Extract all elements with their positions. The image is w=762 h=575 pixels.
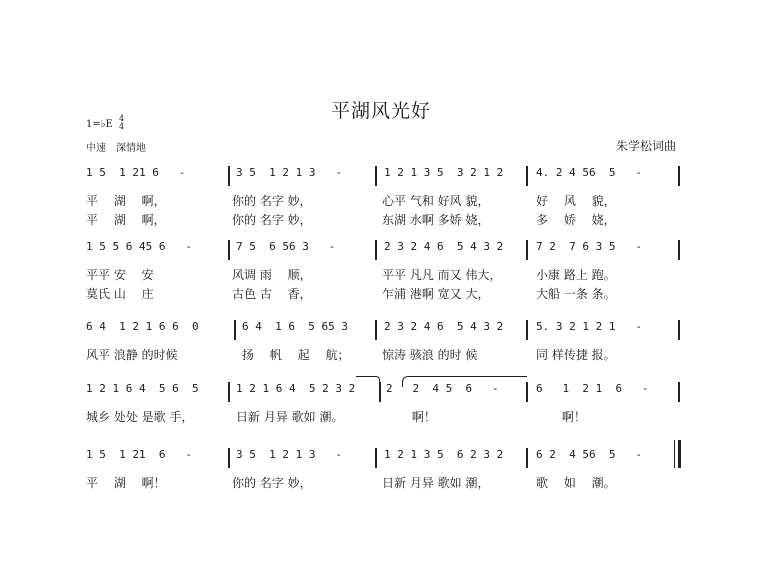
barline xyxy=(228,448,230,468)
lyric: 平 湖 啊， xyxy=(86,194,166,208)
measure-notes: 2 3 2 4 6 5 4 3 2 xyxy=(384,320,504,333)
barline xyxy=(526,240,528,260)
measure-notes: 1 2 1 6 4 5 2 3 2 xyxy=(236,382,356,395)
lyric: 好 风 貌， xyxy=(536,194,616,208)
measure-notes: 7 2 7 6 3 5 - xyxy=(536,240,642,253)
time-bottom: 4 xyxy=(119,122,125,131)
lyric: 心平 气和 好风 貌， xyxy=(382,194,490,208)
measure-notes: 6 2 4 56 5 - xyxy=(536,448,642,461)
barline xyxy=(234,320,236,340)
lyric: 乍浦 港啊 宽又 大， xyxy=(382,287,490,301)
measure-notes: 1 2 1 6 4 5 6 5 xyxy=(86,382,199,395)
lyric: 同 样传捷 报。 xyxy=(536,348,616,362)
lyric: 平平 安 安 xyxy=(86,268,154,282)
score-system-5 xyxy=(86,448,680,492)
lyric: 多 娇 娆， xyxy=(536,213,616,227)
measure-notes: 1 2 1 3 5 6 2 3 2 xyxy=(384,448,504,461)
lyric: 平 湖 啊， xyxy=(86,213,166,227)
lyric: 歌 如 潮。 xyxy=(536,476,616,490)
measure-notes: 2 3 2 4 6 5 4 3 2 xyxy=(384,240,504,253)
barline xyxy=(678,320,680,340)
lyric: 日新 月异 歌如 潮， xyxy=(382,476,490,490)
final-barline-thin xyxy=(674,440,675,468)
lyric: 啊！ xyxy=(396,410,436,424)
barline xyxy=(228,240,230,260)
measure-notes: 5. 3 2 1 2 1 - xyxy=(536,320,642,333)
lyric: 啊！ xyxy=(546,410,586,424)
volta-bracket xyxy=(356,376,380,397)
barline xyxy=(375,240,377,260)
measure-notes: 3 5 1 2 1 3 - xyxy=(236,448,342,461)
barline xyxy=(678,382,680,402)
measure-notes: 1 5 1 21 6 - xyxy=(86,166,186,179)
barline xyxy=(526,166,528,186)
lyric: 东湖 水啊 多娇 娆， xyxy=(382,213,490,227)
lyric: 平平 凡凡 而又 伟大， xyxy=(382,268,502,282)
lyric: 小康 路上 跑。 xyxy=(536,268,616,282)
score-system-3 xyxy=(86,320,680,364)
lyric: 风调 雨 顺， xyxy=(232,268,312,282)
measure-notes: 6 4 1 6 5 65 3 xyxy=(242,320,348,333)
barline xyxy=(375,320,377,340)
measure-notes: 2 2 4 5 6 - xyxy=(386,382,499,395)
barline xyxy=(678,166,680,186)
measure-notes: 6 4 1 2 1 6 6 0 xyxy=(86,320,199,333)
final-barline-thick xyxy=(678,440,681,468)
lyric: 日新 月异 歌如 潮。 xyxy=(236,410,344,424)
lyric: 你的 名字 妙， xyxy=(232,476,312,490)
barline xyxy=(678,240,680,260)
measure-notes: 6 1 2 1 6 - xyxy=(536,382,649,395)
barline xyxy=(228,166,230,186)
barline xyxy=(526,320,528,340)
lyric: 风平 浪静 的时候 xyxy=(86,348,178,362)
composer-credit: 朱学松词曲 xyxy=(615,139,676,153)
measure-notes: 1 5 5 6 45 6 - xyxy=(86,240,192,253)
tempo-marking: 中速 深情地 xyxy=(86,143,146,154)
measure-notes: 3 5 1 2 1 3 - xyxy=(236,166,342,179)
time-signature xyxy=(119,115,124,131)
lyric: 扬 帆 起 航； xyxy=(242,348,350,362)
barline xyxy=(375,448,377,468)
score-system-1 xyxy=(86,166,680,228)
barline xyxy=(526,448,528,468)
song-title: 平湖风光好 xyxy=(330,100,431,122)
lyric: 古色 古 香， xyxy=(232,287,312,301)
measure-notes: 1 5 1 21 6 - xyxy=(86,448,192,461)
lyric: 平 湖 啊！ xyxy=(86,476,166,490)
measure-notes: 4. 2 4 56 5 - xyxy=(536,166,642,179)
lyric: 莫氏 山 庄 xyxy=(86,287,154,301)
lyric: 你的 名字 妙， xyxy=(232,194,312,208)
key-signature: 1=♭E xyxy=(86,119,113,130)
score-system-4 xyxy=(86,382,680,426)
lyric: 城乡 处处 是歌 手， xyxy=(86,410,194,424)
barline xyxy=(228,382,230,402)
barline xyxy=(375,166,377,186)
score-system-2 xyxy=(86,240,680,302)
lyric: 你的 名字 妙， xyxy=(232,213,312,227)
measure-notes: 1 2 1 3 5 3 2 1 2 xyxy=(384,166,504,179)
lyric: 惊涛 骇浪 的时 候 xyxy=(382,348,478,362)
measure-notes: 7 5 6 56 3 - xyxy=(236,240,336,253)
lyric: 大船 一条 条。 xyxy=(536,287,616,301)
time-top: 4 xyxy=(119,114,125,123)
